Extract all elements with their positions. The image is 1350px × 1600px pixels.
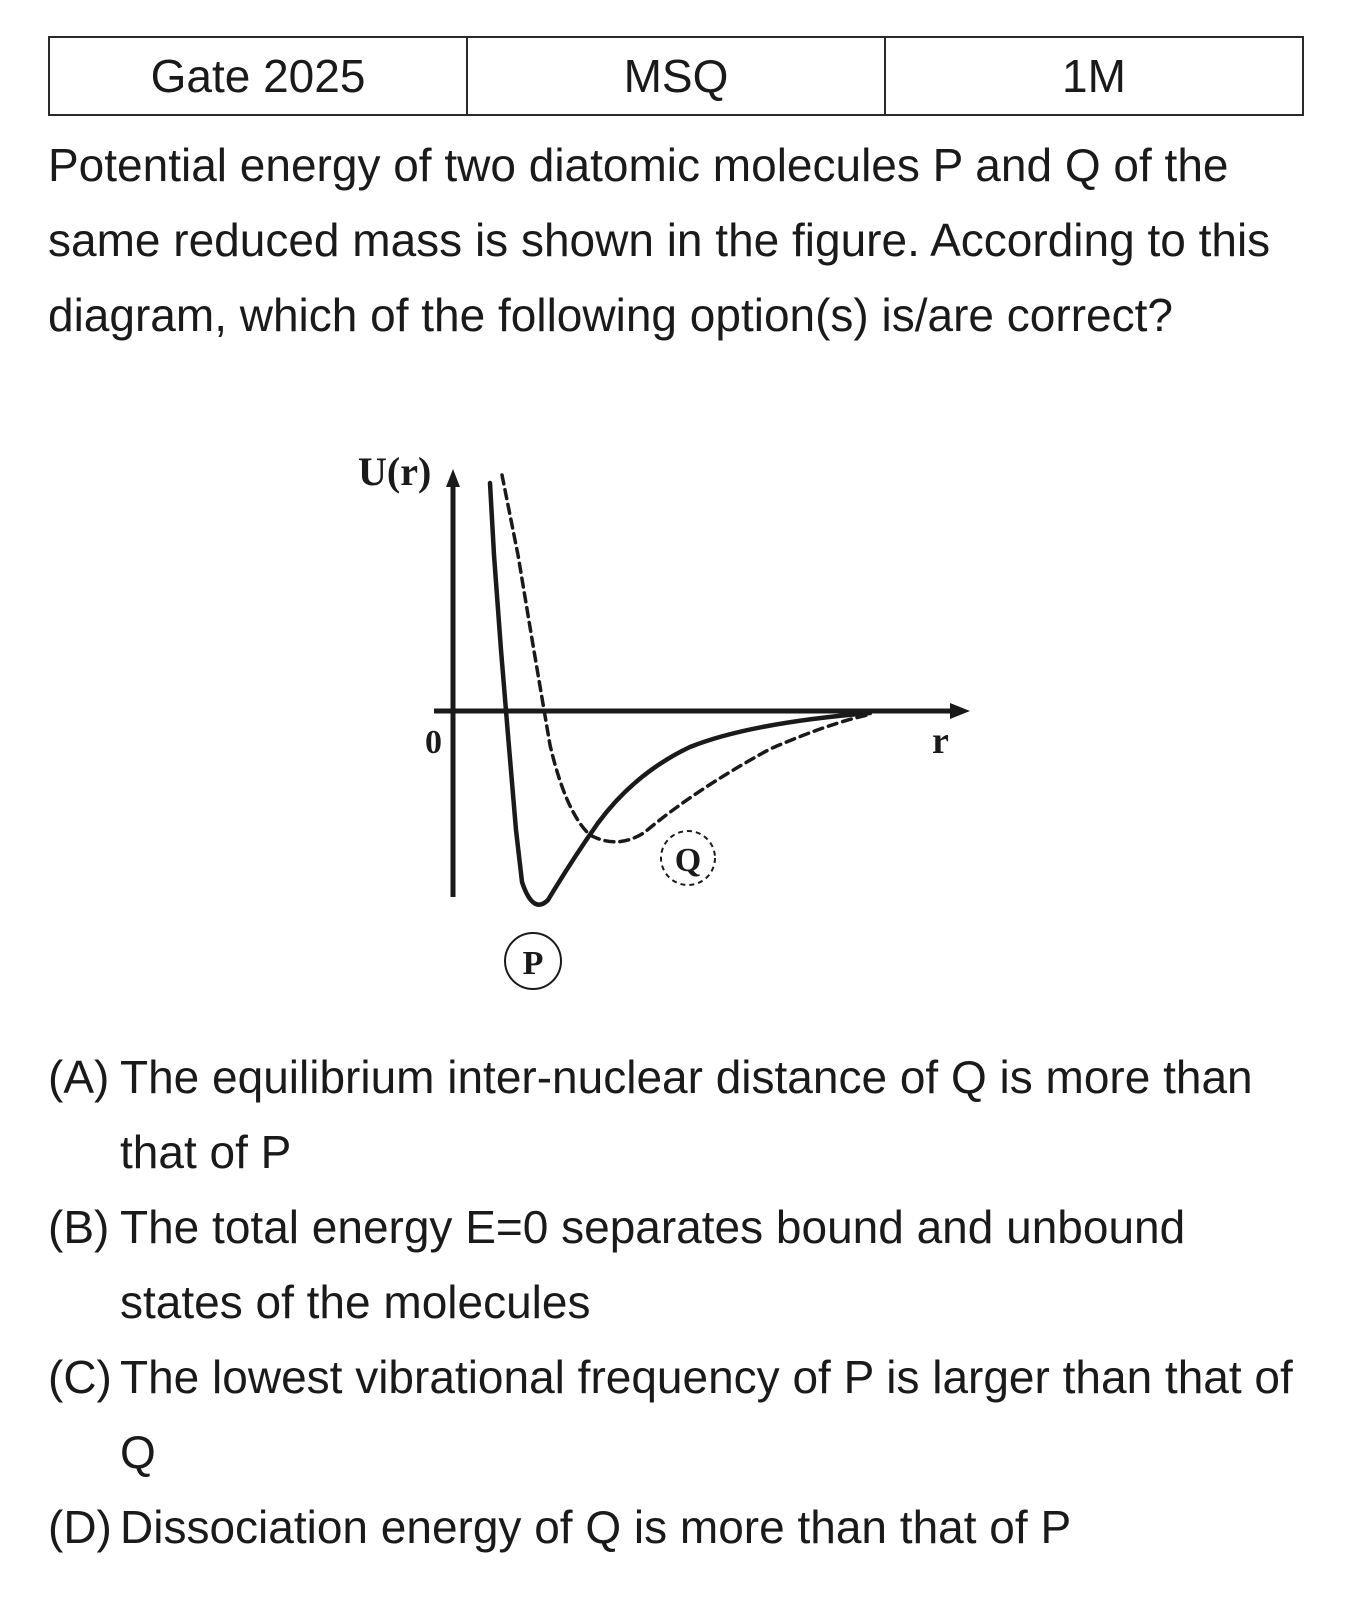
x-axis-arrow (950, 703, 970, 719)
option-a-text: The equilibrium inter-nuclear distance of Q is more than that of P (120, 1051, 1253, 1178)
origin-label: 0 (425, 724, 442, 761)
y-axis-arrow (446, 469, 460, 487)
option-c-key: (C) (48, 1351, 112, 1403)
options-list (48, 1040, 1318, 1565)
header-row (49, 37, 1303, 115)
option-c[interactable] (48, 1340, 1318, 1490)
option-c-text: The lowest vibrational frequency of P is larger than that of Q (120, 1351, 1293, 1478)
option-d[interactable] (48, 1490, 1318, 1565)
potential-energy-figure (350, 445, 1000, 1025)
x-axis-label: r (932, 720, 949, 762)
curve-q-label: Q (674, 842, 702, 879)
option-a[interactable] (48, 1040, 1318, 1190)
curve-q (502, 475, 868, 842)
y-axis-label: U(r) (358, 449, 432, 494)
question-type-cell: MSQ (467, 37, 885, 115)
exam-name-cell: Gate 2025 (49, 37, 467, 115)
potential-energy-diagram (350, 445, 1000, 1025)
option-b-key: (B) (48, 1201, 110, 1253)
question-text: Potential energy of two diatomic molecules P and Q of the same reduced mass is shown in the figure. According to this diagram, which of the following option(s) is/are correct? (48, 139, 1271, 341)
option-b-text: The total energy E=0 separates bound and unbound states of the molecules (120, 1201, 1186, 1328)
option-b[interactable] (48, 1190, 1318, 1340)
option-a-key: (A) (48, 1051, 110, 1103)
header-table (48, 36, 1304, 116)
curve-p-label: P (522, 945, 544, 982)
marks-cell: 1M (885, 37, 1303, 115)
option-d-key: (D) (48, 1501, 112, 1553)
option-d-text: Dissociation energy of Q is more than that of P (120, 1501, 1072, 1553)
